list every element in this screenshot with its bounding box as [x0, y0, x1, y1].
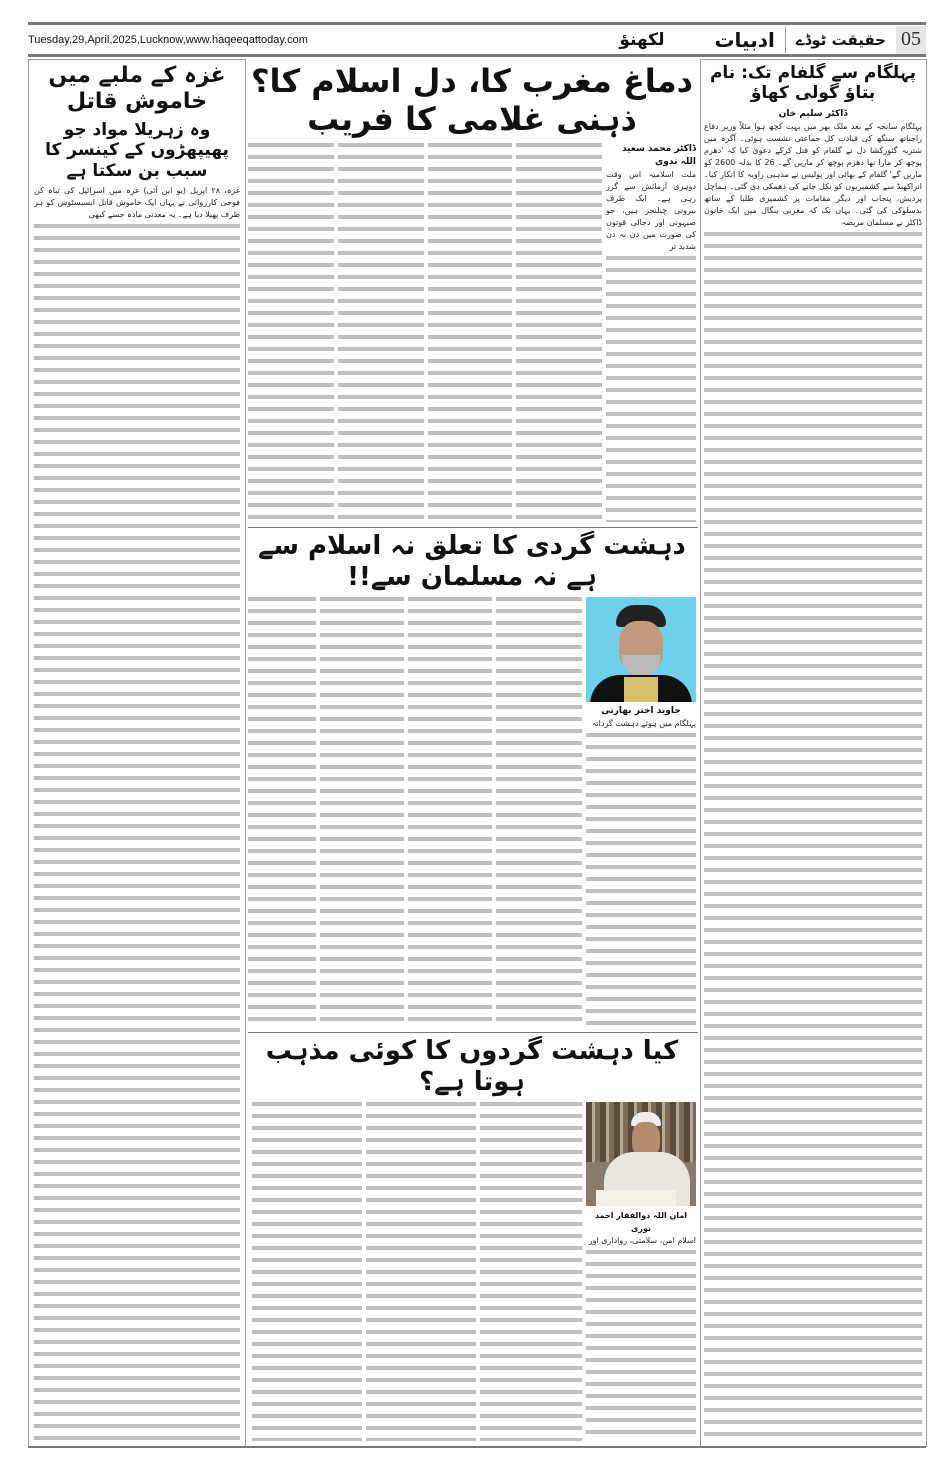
mind-west-body-col-5: [248, 143, 334, 522]
mind-west-body-col-4: [338, 143, 424, 522]
body-text: [366, 1102, 476, 1441]
body-text: [480, 1102, 582, 1441]
body-text: [516, 143, 602, 522]
divider: [248, 527, 698, 528]
author-caption-javed: جاوید اختر بھارتی: [601, 706, 681, 717]
body-text: [320, 597, 404, 1026]
page-number: 05: [896, 26, 926, 54]
terrorism-islam-col-2: [496, 597, 582, 1026]
body-text: [428, 143, 512, 522]
terrorism-islam-col-5: [248, 597, 316, 1026]
mind-west-body: [248, 143, 696, 522]
terrorist-religion-col-3: [366, 1102, 476, 1441]
terrorism-islam-body: [248, 597, 696, 1026]
dateline: Tuesday,29,April,2025,Lucknow,www.haqeeqattoday.com: [28, 33, 308, 46]
pahalgam-article: [704, 63, 922, 1441]
masthead-divider: [785, 27, 786, 53]
body-text: [496, 597, 582, 1026]
section-title: ادبیات: [714, 27, 775, 52]
pahalgam-headline: پہلگام سے گلفام تک: نام بتاؤ گولی کھاؤ: [709, 63, 917, 104]
mind-west-body-col-1: [606, 143, 696, 522]
body-text: [248, 143, 334, 522]
pahalgam-lead: پہلگام سانحہ کے بعد ملک بھر میں بہت کچھ ہوا مثلاً وزیر دفاع راجناتھ سنگھ کی قیادت کل جماعتی نشست ہوئی۔ آگرہ میں شتریہ گئورکشا دل نے گلفام کو قتل کرکے دعویٰ کیا کہ 'دھرم پوچھ کر مارا تھا دھرم پوچھ کر ماریں گے۔ 26 کا بدلہ 2600 کو ماریں گے' گلفام کے بھائی اور پولیس نے مذہبی زاویہ کا انکار کیا۔ اتراکھنڈ سے کشمیریوں کو نکل جانے کی دھمکی دی گئی۔ ہماچل پردیش، پنجاب اور دیگر مقامات پر کشمیری طلبا کے ساتھ بدسلوکی کی گئی۔ یہاں تک کہ مغربی بنگال میں ایک خاتون ڈاکٹر نے مسلمان مریضہ: [704, 121, 922, 227]
mind-west-byline: ڈاکٹر محمد سعید اللہ ندوی: [622, 143, 696, 167]
body-text: [252, 1102, 362, 1441]
terrorist-religion-col-2: [480, 1102, 582, 1441]
author-photo-javed: [586, 597, 696, 702]
terrorism-islam-col-3: [408, 597, 492, 1026]
terrorism-islam-body-text: [586, 733, 696, 1026]
body-text: [338, 143, 424, 522]
pahalgam-body-text: [704, 232, 922, 1441]
body-text: [408, 597, 492, 1026]
terrorism-islam-col-4: [320, 597, 404, 1026]
gaza-lead: غزہ، ۲۸ اپریل (یو این آئی) غزہ میں اسرائیل کی تباہ کن فوجی کارروائی نے یہاں ایک خاموش قاتل ایسبسٹوس کو ہر طرف پھیلا دیا ہے۔ یہ معدنی مادہ جسے کبھی: [34, 185, 240, 219]
body-text: [248, 597, 316, 1026]
terrorist-religion-col-4: [252, 1102, 362, 1441]
newspaper-logo: حقیقت ٹوڈے: [795, 30, 886, 49]
terrorism-islam-lead: پہلگام میں ہوئے دہشت گردانہ: [591, 719, 696, 729]
terrorism-islam-headline: دہشت گردی کا تعلق نہ اسلام سے ہے نہ مسلمان سے!!: [258, 531, 686, 593]
terrorist-religion-headline: کیا دہشت گردوں کا کوئی مذہب ہوتا ہے؟: [265, 1036, 679, 1098]
gaza-article: [34, 63, 240, 1441]
mind-west-body-col-2: [516, 143, 602, 522]
mind-west-headline: دماغ مغرب کا، دل اسلام کا؟ ذہنی غلامی کا فریب: [250, 62, 694, 139]
terrorist-religion-col-1: [586, 1102, 696, 1441]
author-caption-amanullah: امان اللہ ذوالفقار احمد نوری: [594, 1211, 688, 1234]
mind-west-article: [248, 62, 696, 522]
mind-west-lead: ملت اسلامیہ اس وقت دوہری آزمائش سے گزر رہی ہے۔ ایک طرف بیرونی چیلنجز ہیں، جو صیہونی اور دجالی قوتوں کی صورت میں دن بہ دن شدید تر: [606, 169, 696, 251]
terrorist-religion-lead: اسلام امن، سلامتی، رواداری اور: [588, 1236, 696, 1246]
gaza-subheadline: وہ زہریلا مواد جو پھیپھڑوں کے کینسر کا سبب بن سکتا ہے: [45, 119, 229, 181]
masthead: [28, 25, 926, 54]
gaza-body-text: [34, 224, 240, 1441]
gaza-headline: غزہ کے ملبے میں خاموش قاتل: [48, 63, 226, 115]
city-label: لکھنؤ: [619, 29, 665, 50]
terrorism-islam-article: [248, 531, 696, 1026]
masthead-bottom-rule: [28, 54, 926, 57]
terrorist-religion-article: [248, 1036, 696, 1441]
page-bottom-rule: [28, 1446, 926, 1448]
pahalgam-byline: ڈاکٹر سلیم خان: [778, 108, 848, 119]
mind-west-body-col-3: [428, 143, 512, 522]
author-photo-amanullah: [586, 1102, 696, 1206]
terrorist-religion-body: [248, 1102, 696, 1441]
divider: [248, 1032, 698, 1033]
terrorist-religion-body-text: [586, 1250, 696, 1441]
terrorism-islam-col-1: [586, 597, 696, 1026]
mind-west-body-text: [606, 256, 696, 522]
